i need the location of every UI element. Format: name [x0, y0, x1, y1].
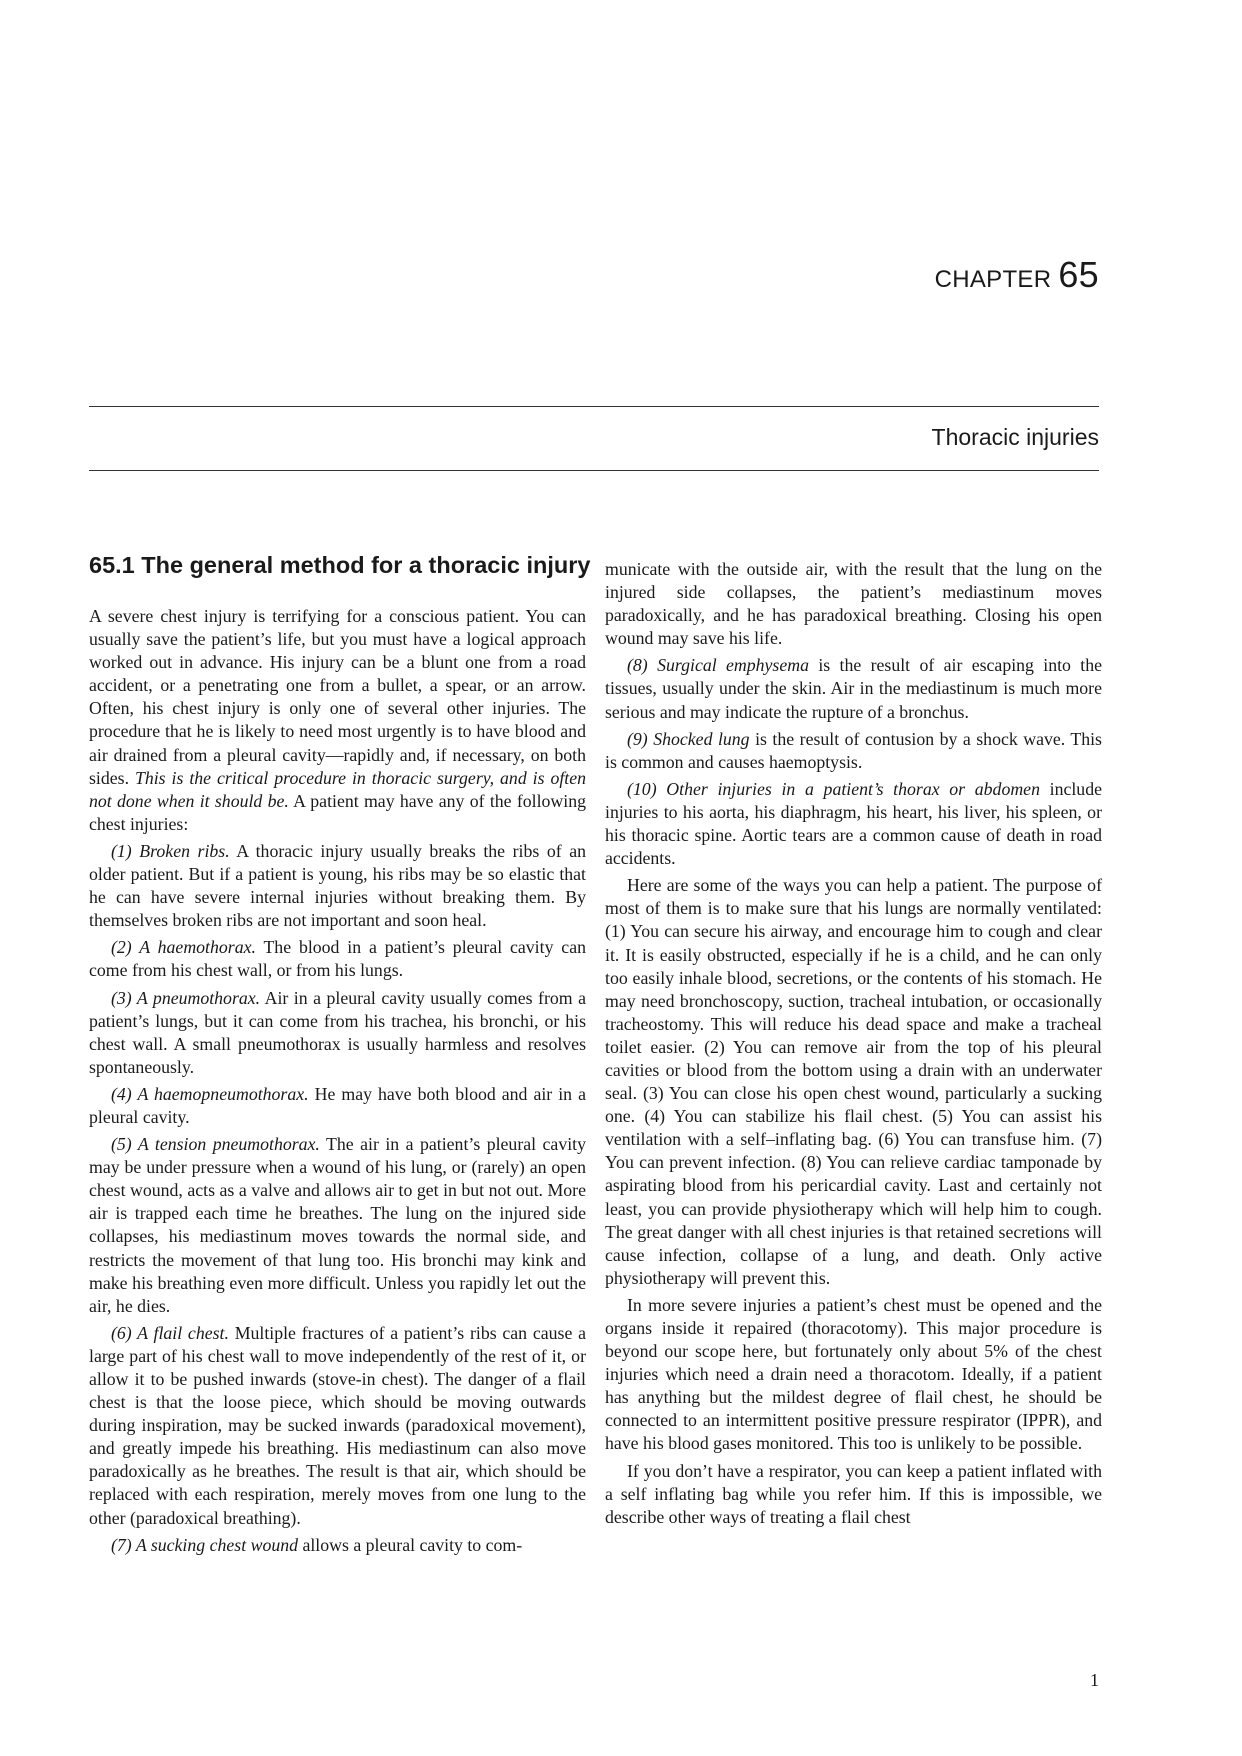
term-haemothorax: (2) A haemothorax.: [111, 937, 256, 958]
header-rule-bottom: [89, 470, 1099, 471]
page-number: 1: [1090, 1670, 1099, 1690]
term-pneumothorax: (3) A pneumothorax.: [111, 987, 261, 1008]
text-haemothorax: The blood in a patient’s pleural cavity can come from his chest wall, or from his lungs.: [89, 937, 586, 981]
chapter-label: [935, 254, 1099, 296]
intro-italic: This is the critical procedure in thoracic surgery, and is often not done when it should be.: [89, 767, 587, 811]
term-shocked-lung: (9) Shocked lung: [627, 728, 750, 749]
paragraph-severe-injuries: In more severe injuries a patient’s chest must be opened and the organs inside it repaired (thoracotomy). This major procedure is beyond our scope here, but fortunately only about 5% of the chest injuries which need a drain need a thoracotom. Ideally, if a patient has anything but the mildest degree of flail chest, he should be connected to an intermittent positive pressure respirator (IPPR), and have his blood gases monitored. This too is unlikely to be possible.: [605, 1294, 1102, 1454]
text-pneumothorax: Air in a pleural cavity usually comes from a patient’s lungs, but it can come from his trachea, his bronchi, or his chest wall. A small pneumothorax is usually harmless and resolves spontaneously.: [89, 987, 586, 1077]
paragraph-haemothorax: [89, 936, 586, 982]
paragraph-sucking-wound-cont: municate with the outside air, with the result that the lung on the injured side collapses, the patient’s mediastinum moves paradoxically, and he has paradoxical breathing. Closing his open wound may save his life.: [605, 559, 1102, 649]
term-other-injuries: (10) Other injuries in a patient’s thorax or abdomen: [627, 778, 1040, 799]
right-column: [605, 558, 1102, 1533]
text-other-injuries: include injuries to his aorta, his diaphragm, his heart, his liver, his spleen, or his thoracic spine. Aortic tears are a common cause of death in road accidents.: [605, 778, 1102, 869]
paragraph-broken-ribs: [89, 840, 586, 932]
term-haemopneumothorax: (4) A haemopneumothorax.: [111, 1083, 309, 1104]
text-tension-pneumothorax: The air in a patient’s pleural cavity may be under pressure when a wound of his lung, or (rarely) an open chest wound, acts as a valve and allows air to get in but not out. More air is trapped each time he breathes. The lung on the injured side collapses, his mediastinum moves towards the normal side, and restricts the movement of that lung too. His bronchi may kink and make his breathing even more difficult. Unless you rapidly let out the air, he dies.: [89, 1134, 586, 1316]
header-rule-top: [89, 406, 1099, 407]
term-sucking-wound: (7) A sucking chest wound: [111, 1534, 299, 1555]
text-shocked-lung: is the result of contusion by a shock wave. This is common and causes haemoptysis.: [605, 728, 1102, 772]
intro-paragraph: [89, 605, 586, 836]
term-tension-pneumothorax: (5) A tension pneumothorax.: [111, 1134, 320, 1155]
intro-text-2: A patient may have any of the following chest injuries:: [89, 790, 586, 834]
paragraph-surgical-emphysema: [605, 654, 1102, 723]
text-flail-chest: Multiple fractures of a patient’s ribs can cause a large part of his chest wall to move independently of the rest of it, or allow it to be pushed inwards (stove-in chest). The danger of a flail chest is that the loose piece, which should be moving outwards during inspiration, may be sucked inwards (paradoxical movement), and greatly impede his breathing. His mediastinum can also move paradoxically as he breathes. The result is that air, which should be replaced with each respiration, merely moves from one lung to the other (paradoxical breathing).: [89, 1322, 587, 1528]
paragraph-ways-to-help: Here are some of the ways you can help a patient. The purpose of most of them is to make sure that his lungs are normally ventilated: (1) You can secure his airway, and encourage him to cough and clear it. It is easily obstructed, especially if he is a child, and he can only too easily inhale blood, secretions, or the contents of his stomach. He may need bronchoscopy, suction, tracheal intubation, or occasionally tracheostomy. This will reduce his dead space and make a tracheal toilet easier. (2) You can remove air from the top of his pleural cavities or blood from the bottom using a drain with an underwater seal. (3) You can close his open chest wound, particularly a sucking one. (4) You can stabilize his flail chest. (5) You can assist his ventilation with a self–inflating bag. (6) You can transfuse him. (7) You can prevent infection. (8) You can relieve cardiac tamponade by aspirating blood from his pericardial cavity. Last and certainly not least, you can provide physiotherapy which will help him to cough. The great danger with all chest injuries is that retained secretions will cause infection, collapse of a lung, and death. Only active physiotherapy will prevent this.: [605, 875, 1102, 1288]
text-sucking-wound: allows a pleural cavity to com-: [298, 1534, 523, 1555]
text-haemopneumothorax: He may have both blood and air in a pleural cavity.: [89, 1083, 586, 1127]
paragraph-flail-chest: [89, 1322, 586, 1530]
paragraph-sucking-wound: [89, 1534, 586, 1557]
paragraph-haemopneumothorax: [89, 1083, 586, 1129]
paragraph-shocked-lung: [605, 728, 1102, 774]
chapter-title: Thoracic injuries: [931, 424, 1099, 450]
text-surgical-emphysema: is the result of air escaping into the tissues, usually under the skin. Air in the mediastinum is much more serious and may indicate the rupture of a bronchus.: [605, 655, 1103, 722]
chapter-number: 65: [1058, 254, 1099, 295]
intro-text-1: A severe chest injury is terrifying for a conscious patient. You can usually save the patient’s life, but you must have a logical approach worked out in advance. His injury can be a blunt one from a road accident, or a penetrating one from a bullet, a spear, or an arrow. Often, his chest injury is only one of several other injuries. The procedure that he is likely to need most urgently is to have blood and air drained from a pleural cavity—rapidly and, if necessary, on both sides.: [89, 606, 586, 788]
term-broken-ribs: (1) Broken ribs.: [111, 840, 230, 861]
term-surgical-emphysema: (8) Surgical emphysema: [627, 655, 809, 676]
paragraph-other-injuries: [605, 778, 1102, 870]
chapter-word: CHAPTER: [934, 266, 1052, 293]
section-heading: 65.1 The general method for a thoracic injury: [89, 552, 591, 578]
paragraph-tension-pneumothorax: [89, 1133, 586, 1318]
term-flail-chest: (6) A flail chest.: [111, 1322, 229, 1343]
paragraph-pneumothorax: [89, 987, 586, 1079]
left-column: [89, 605, 586, 1561]
paragraph-no-respirator: If you don’t have a respirator, you can keep a patient inflated with a self inflating bag while you refer him. If this is impossible, we describe other ways of treating a flail chest: [605, 1460, 1102, 1527]
text-broken-ribs: A thoracic injury usually breaks the ribs of an older patient. But if a patient is young, his ribs may be so elastic that he can have severe internal injuries without breaking them. By themselves broken ribs are not important and soon heal.: [89, 840, 586, 931]
